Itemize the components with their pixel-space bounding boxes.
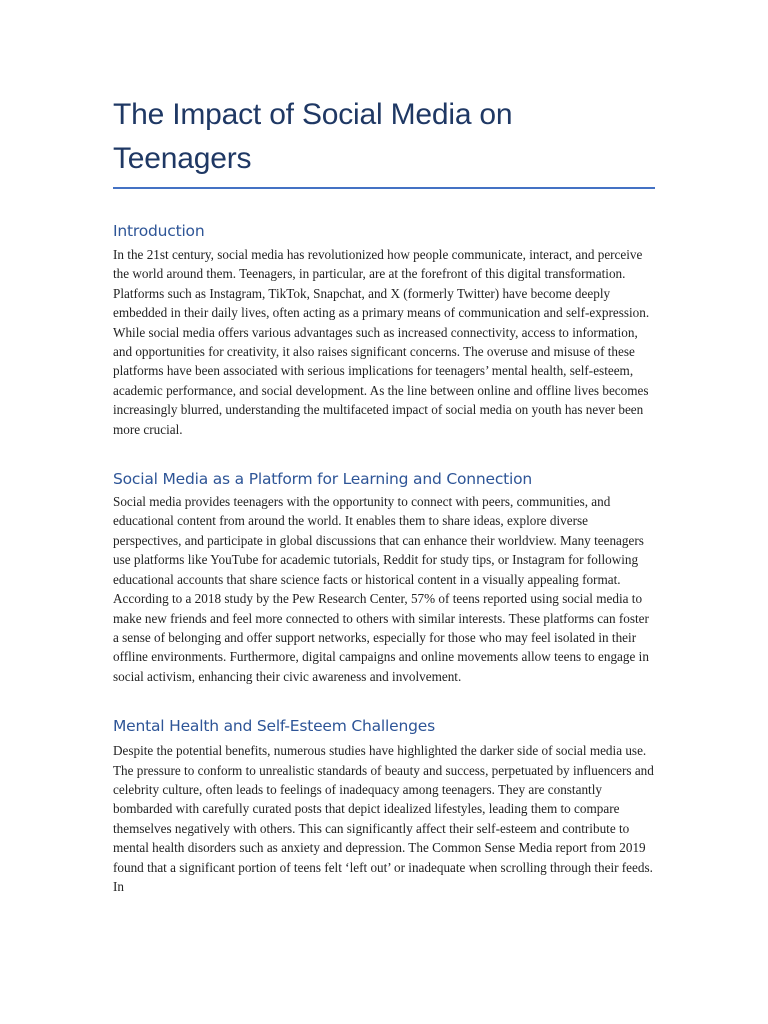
- section-learning-connection: [113, 468, 658, 686]
- section-introduction: [113, 220, 658, 439]
- section-mental-health: [113, 715, 658, 896]
- document-title: The Impact of Social Media on Teenagers: [113, 98, 513, 175]
- section-heading-introduction: Introduction: [113, 222, 205, 240]
- section-body-introduction: In the 21st century, social media has revolutionized how people communicate, interact, and perceive the world around them. Teenagers, in particular, are at the forefront of this digital transformation. Platforms such as Instagram, TikTok, Snapchat, and X (formerly Twitter) have become deeply embedded in their daily lives, often acting as a primary means of communication and self-expression. While social media offers various advantages such as increased connectivity, access to information, and opportunities for creativity, it also raises significant concerns. The overuse and misuse of these platforms have been associated with serious implications for teenagers’ mental health, self-esteem, academic performance, and social development. As the line between online and offline lives becomes increasingly blurred, understanding the multifaceted impact of social media on youth has never been more crucial.: [113, 247, 650, 437]
- section-body-learning-connection: Social media provides teenagers with the opportunity to connect with peers, communities, and educational content from around the world. It enables them to share ideas, explore diverse perspectives, and participate in global discussions that can enhance their worldview. Many teenagers use platforms like YouTube for academic tutorials, Reddit for study tips, or Instagram for following educational accounts that share science facts or historical content in a visually appealing format. According to a 2018 study by the Pew Research Center, 57% of teens reported using social media to make new friends and feel more connected to others with similar interests. These platforms can foster a sense of belonging and offer support networks, especially for those who may feel isolated in their offline environments. Furthermore, digital campaigns and online movements allow teens to engage in social activism, enhancing their civic awareness and involvement.: [113, 494, 649, 684]
- document-content: [113, 93, 658, 896]
- section-body-mental-health: Despite the potential benefits, numerous studies have highlighted the darker side of social media use. The pressure to conform to unrealistic standards of beauty and success, perpetuated by influencers and celebrity culture, often leads to feelings of inadequacy among teenagers. They are constantly bombarded with carefully curated posts that depict idealized lifestyles, leading them to compare themselves negatively with others. This can significantly affect their self-esteem and contribute to mental health disorders such as anxiety and depression. The Common Sense Media report from 2019 found that a significant portion of teens felt ‘left out’ or inadequate when scrolling through their feeds. In: [113, 743, 654, 894]
- title-underline-rule: [113, 187, 655, 189]
- section-heading-learning-connection: Social Media as a Platform for Learning and Connection: [113, 470, 533, 489]
- section-heading-mental-health: Mental Health and Self-Esteem Challenges: [113, 717, 435, 736]
